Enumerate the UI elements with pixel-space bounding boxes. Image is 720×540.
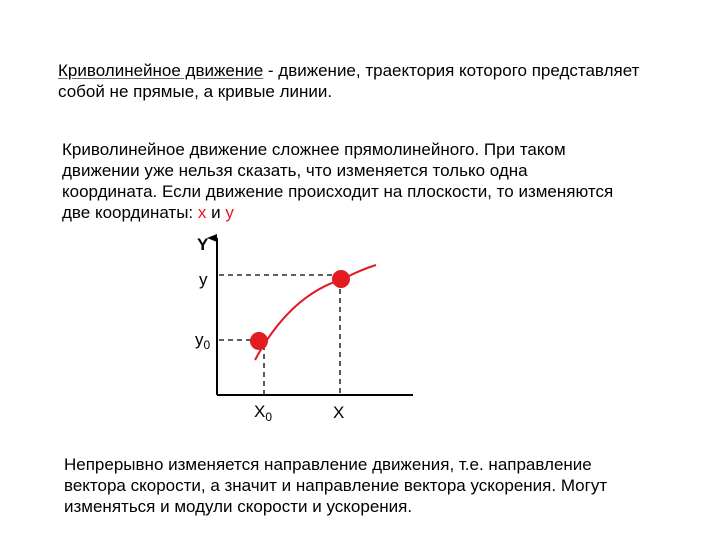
conjunction: и	[206, 203, 226, 222]
term-curvilinear-motion: Криволинейное движение	[58, 61, 264, 80]
variable-y: у	[225, 203, 234, 222]
y-label: у	[199, 270, 208, 289]
definition-text: - движение, траектория которого представляет собой не прямые, а кривые линии.	[58, 61, 640, 101]
explanation-text: Криволинейное движение сложнее прямолинейного. При таком движении уже нельзя сказать, что изменяется только одна координата. Если движение происходит на плоскости, то изменяются две координаты:	[62, 140, 614, 222]
trajectory-curve	[255, 265, 376, 360]
start-point	[250, 332, 268, 350]
x0-label: $Х_0$	[254, 402, 273, 424]
y-axis-label: Y	[197, 235, 209, 254]
end-point	[332, 270, 350, 288]
x-label: Х	[333, 403, 345, 422]
y0-label: $у_0$	[195, 330, 211, 352]
conclusion-paragraph: Непрерывно изменяется направление движения, т.е. направление вектора скорости, а значит и направление вектора ускорения. Могут изменяться и модули скорости и ускорения.	[64, 455, 608, 516]
variable-x: х	[197, 203, 207, 222]
